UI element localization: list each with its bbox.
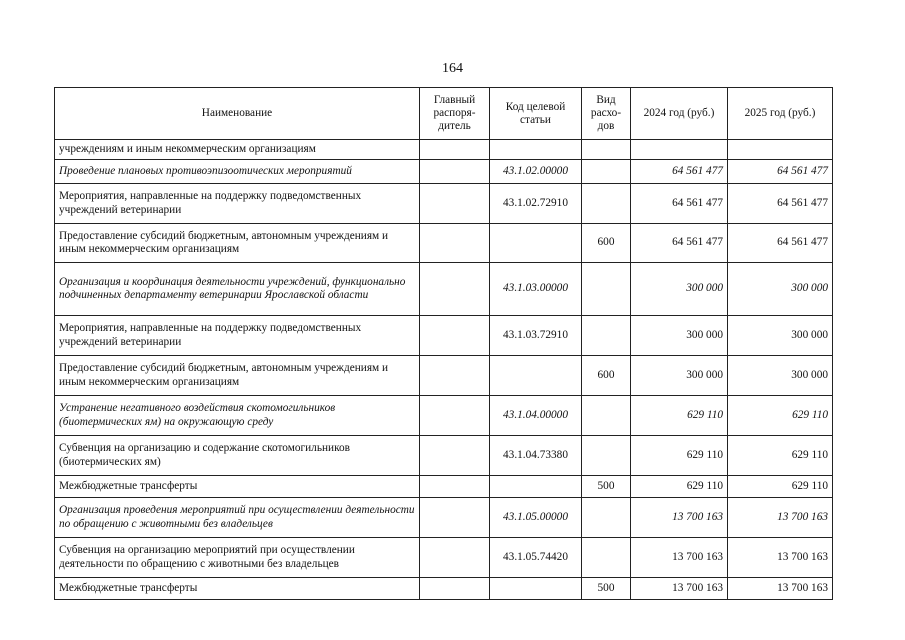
page-number: 164 <box>442 61 463 76</box>
cell-2024: 13 700 163 <box>631 498 728 538</box>
cell-name: Организация проведения мероприятий при осуществлении деятельности по обращению с животными без владельцев <box>55 498 420 538</box>
table-row <box>55 140 833 160</box>
header-kind: Вид расхо-дов <box>582 88 631 140</box>
cell-admin <box>420 498 490 538</box>
cell-2024: 300 000 <box>631 316 728 356</box>
table-row <box>55 396 833 436</box>
cell-2025: 300 000 <box>728 263 833 316</box>
cell-admin <box>420 160 490 184</box>
cell-kind: 500 <box>582 578 631 600</box>
cell-2025: 64 561 477 <box>728 184 833 224</box>
cell-2025: 64 561 477 <box>728 224 833 263</box>
cell-code <box>490 578 582 600</box>
cell-2025: 629 110 <box>728 476 833 498</box>
cell-2025: 629 110 <box>728 436 833 476</box>
cell-name: Мероприятия, направленные на поддержку подведомственных учреждений ветеринарии <box>55 184 420 224</box>
cell-code <box>490 356 582 396</box>
cell-admin <box>420 140 490 160</box>
cell-kind <box>582 263 631 316</box>
cell-2025: 13 700 163 <box>728 578 833 600</box>
cell-2025: 300 000 <box>728 356 833 396</box>
cell-name: Субвенция на организацию и содержание скотомогильников (биотермических ям) <box>55 436 420 476</box>
cell-admin <box>420 224 490 263</box>
cell-2025: 13 700 163 <box>728 538 833 578</box>
cell-2024: 300 000 <box>631 263 728 316</box>
cell-code <box>490 140 582 160</box>
cell-2024: 629 110 <box>631 476 728 498</box>
cell-kind: 500 <box>582 476 631 498</box>
cell-code: 43.1.04.00000 <box>490 396 582 436</box>
table-header-row <box>55 88 833 140</box>
cell-admin <box>420 396 490 436</box>
budget-table <box>54 87 833 600</box>
header-code: Код целевой статьи <box>490 88 582 140</box>
cell-2024: 13 700 163 <box>631 538 728 578</box>
cell-name: Субвенция на организацию мероприятий при осуществлении деятельности по обращению с животными без владельцев <box>55 538 420 578</box>
cell-2025: 64 561 477 <box>728 160 833 184</box>
cell-code <box>490 476 582 498</box>
cell-code <box>490 224 582 263</box>
cell-2024: 64 561 477 <box>631 160 728 184</box>
cell-code: 43.1.02.72910 <box>490 184 582 224</box>
header-admin: Главный распоря-дитель <box>420 88 490 140</box>
cell-name: Межбюджетные трансферты <box>55 476 420 498</box>
table-row <box>55 498 833 538</box>
cell-2024: 300 000 <box>631 356 728 396</box>
cell-name: Проведение плановых противоэпизоотических мероприятий <box>55 160 420 184</box>
table-row <box>55 160 833 184</box>
cell-admin <box>420 184 490 224</box>
cell-name: Организация и координация деятельности учреждений, функционально подчиненных департаменту ветеринарии Ярославской области <box>55 263 420 316</box>
cell-code: 43.1.04.73380 <box>490 436 582 476</box>
table-row <box>55 578 833 600</box>
cell-2024: 64 561 477 <box>631 224 728 263</box>
table-row <box>55 316 833 356</box>
cell-kind <box>582 184 631 224</box>
cell-kind: 600 <box>582 356 631 396</box>
cell-kind <box>582 498 631 538</box>
cell-2024: 13 700 163 <box>631 578 728 600</box>
cell-kind <box>582 316 631 356</box>
cell-admin <box>420 316 490 356</box>
cell-2024: 629 110 <box>631 436 728 476</box>
header-2025: 2025 год (руб.) <box>728 88 833 140</box>
cell-name: Межбюджетные трансферты <box>55 578 420 600</box>
cell-2024: 64 561 477 <box>631 184 728 224</box>
header-2024: 2024 год (руб.) <box>631 88 728 140</box>
cell-2025: 629 110 <box>728 396 833 436</box>
cell-2025 <box>728 140 833 160</box>
table-row <box>55 538 833 578</box>
cell-code: 43.1.02.00000 <box>490 160 582 184</box>
cell-kind <box>582 396 631 436</box>
cell-name: учреждениям и иным некоммерческим организациям <box>55 140 420 160</box>
cell-name: Мероприятия, направленные на поддержку подведомственных учреждений ветеринарии <box>55 316 420 356</box>
cell-kind <box>582 140 631 160</box>
cell-admin <box>420 578 490 600</box>
table-row <box>55 356 833 396</box>
cell-admin <box>420 263 490 316</box>
cell-admin <box>420 436 490 476</box>
cell-2024: 629 110 <box>631 396 728 436</box>
cell-2024 <box>631 140 728 160</box>
table-row <box>55 184 833 224</box>
cell-name: Предоставление субсидий бюджетным, автономным учреждениям и иным некоммерческим организациям <box>55 356 420 396</box>
table-row <box>55 263 833 316</box>
table-row <box>55 436 833 476</box>
cell-2025: 13 700 163 <box>728 498 833 538</box>
cell-2025: 300 000 <box>728 316 833 356</box>
table-body <box>55 140 833 600</box>
cell-code: 43.1.03.00000 <box>490 263 582 316</box>
cell-code: 43.1.03.72910 <box>490 316 582 356</box>
cell-kind <box>582 160 631 184</box>
table-row <box>55 224 833 263</box>
cell-name: Устранение негативного воздействия скотомогильников (биотермических ям) на окружающую среду <box>55 396 420 436</box>
cell-code: 43.1.05.74420 <box>490 538 582 578</box>
cell-kind <box>582 436 631 476</box>
cell-code: 43.1.05.00000 <box>490 498 582 538</box>
cell-kind <box>582 538 631 578</box>
cell-name: Предоставление субсидий бюджетным, автономным учреждениям и иным некоммерческим организациям <box>55 224 420 263</box>
cell-kind: 600 <box>582 224 631 263</box>
cell-admin <box>420 476 490 498</box>
header-name: Наименование <box>55 88 420 140</box>
cell-admin <box>420 356 490 396</box>
table-row <box>55 476 833 498</box>
cell-admin <box>420 538 490 578</box>
